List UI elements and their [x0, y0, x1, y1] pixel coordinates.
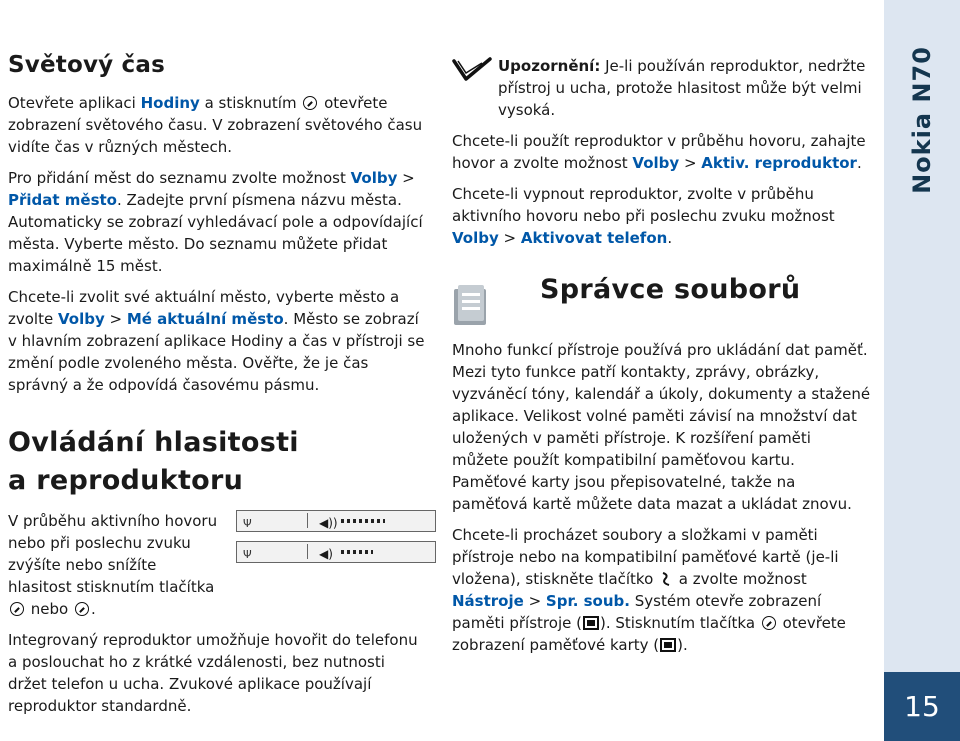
speaker-icon: ◀) [319, 547, 333, 561]
document-title: Nokia N70 [908, 46, 936, 194]
hodiny-link: Hodiny [140, 94, 200, 112]
option-me-aktualni-mesto: Mé aktuální město [126, 310, 284, 328]
volume-indicators [236, 510, 436, 572]
option-pridat-mesto: Přidat město [8, 191, 117, 209]
world-clock-p1: Otevřete aplikaci Hodiny a stisknutím otevřete zobrazení světového času. V zobrazení světového času vidíte čas v různých městech. [8, 94, 423, 156]
option-volby: Volby [350, 169, 398, 187]
right-column [452, 55, 872, 665]
signal-icon: Ψ [243, 517, 252, 530]
file-manager-p2: Chcete-li procházet soubory a složkami v paměti přístroje nebo na kompatibilní paměťové kartě (je-li vložena), stiskněte tlačítko a zvolte možnost Nástroje > Spr. soub. Systém otevře zobrazení paměti přístroje ( ). Stisknutím tlačítka otevřete zobrazení paměťové karty ( ). [452, 526, 846, 654]
warning-icon [452, 57, 492, 83]
option-spr-soub: Spr. soub. [545, 592, 630, 610]
speaker-on-p: Chcete-li použít reproduktor v průběhu hovoru, zahajte hovor a zvolte možnost Volby > Aktiv. reproduktor. [452, 132, 866, 172]
option-aktivovat-telefon: Aktivovat telefon [520, 229, 668, 247]
option-volby: Volby [57, 310, 105, 328]
volume-p1: V průběhu aktivního hovoru nebo při poslechu zvuku zvýšíte nebo snížíte hlasitost stisknutím tlačítka nebo . [8, 512, 218, 618]
file-manager-heading: Správce souborů [540, 274, 801, 305]
memory-card-icon [660, 638, 676, 652]
menu-key-icon [660, 571, 672, 587]
volume-p2: Integrovaný reproduktor umožňuje hovořit do telefonu a poslouchat ho z krátké vzdálenosti, bez nutnosti držet telefon u ucha. Zvukové aplikace používají reproduktor standardně. [8, 631, 418, 715]
volume-level [341, 550, 373, 554]
world-clock-p3: Chcete-li zvolit své aktuální město, vyberte město a zvolte Volby > Mé aktuální město. Město se zobrazí v hlavním zobrazení aplikace Hodiny a čas v přístroji se změní podle zvoleného města. Ověřte, že je čas správný a že odpovídá časovému pásmu. [8, 288, 425, 394]
file-manager-p1: Mnoho funkcí přístroje používá pro ukládání dat paměť. Mezi tyto funkce patří kontakty, zprávy, obrázky, vyzváněcí tóny, kalendář a úkoly, dokumenty a stažené aplikace. Velikost volné paměti závisí na množství dat uložených v paměti přístroje. K rozšíření paměti můžete použít kompatibilní paměťovou kartu. Paměťové karty jsou přepisovatelné, takže na paměťová kartě můžete data mazat a ukládat znovu. [452, 341, 871, 513]
volume-level [341, 519, 385, 523]
volume-up-icon [10, 602, 24, 616]
option-aktiv-reproduktor: Aktiv. reproduktor [701, 154, 857, 172]
option-volby: Volby [452, 229, 499, 247]
speaker-off-p: Chcete-li vypnout reproduktor, zvolte v průběhu aktivního hovoru nebo při poslechu zvuku možnost Volby > Aktivovat telefon. [452, 185, 835, 247]
world-clock-heading: Světový čas [8, 52, 165, 78]
option-volby: Volby [632, 154, 680, 172]
page-number: 15 [884, 672, 960, 741]
phone-memory-icon [583, 616, 599, 630]
volume-bar-2 [236, 541, 436, 563]
speaker-icon: ◀)) [319, 516, 338, 530]
world-clock-p2: Pro přidání měst do seznamu zvolte možnost Volby > Přidat město. Zadejte první písmena názvu města. Automaticky se zobrazí vyhledávací pole a odpovídající města. Vyberte město. Do seznamu můžete přidat maximálně 15 měst. [8, 169, 423, 275]
sidebar-title [884, 0, 960, 260]
joystick-icon [303, 96, 317, 110]
joystick-icon [762, 616, 776, 630]
option-nastroje: Nástroje [452, 592, 524, 610]
volume-heading: Ovládání hlasitosti a reproduktoru [8, 427, 299, 496]
volume-block [8, 510, 428, 620]
warning-text: Upozornění: Je-li používán reproduktor, nedržte přístroj u ucha, protože hlasitost může být velmi vysoká. [498, 57, 866, 119]
volume-bar-1 [236, 510, 436, 532]
left-column [8, 50, 428, 726]
warning-label: Upozornění: [498, 57, 601, 75]
signal-icon: Ψ [243, 548, 252, 561]
volume-down-icon [75, 602, 89, 616]
file-manager-icon [452, 283, 488, 327]
